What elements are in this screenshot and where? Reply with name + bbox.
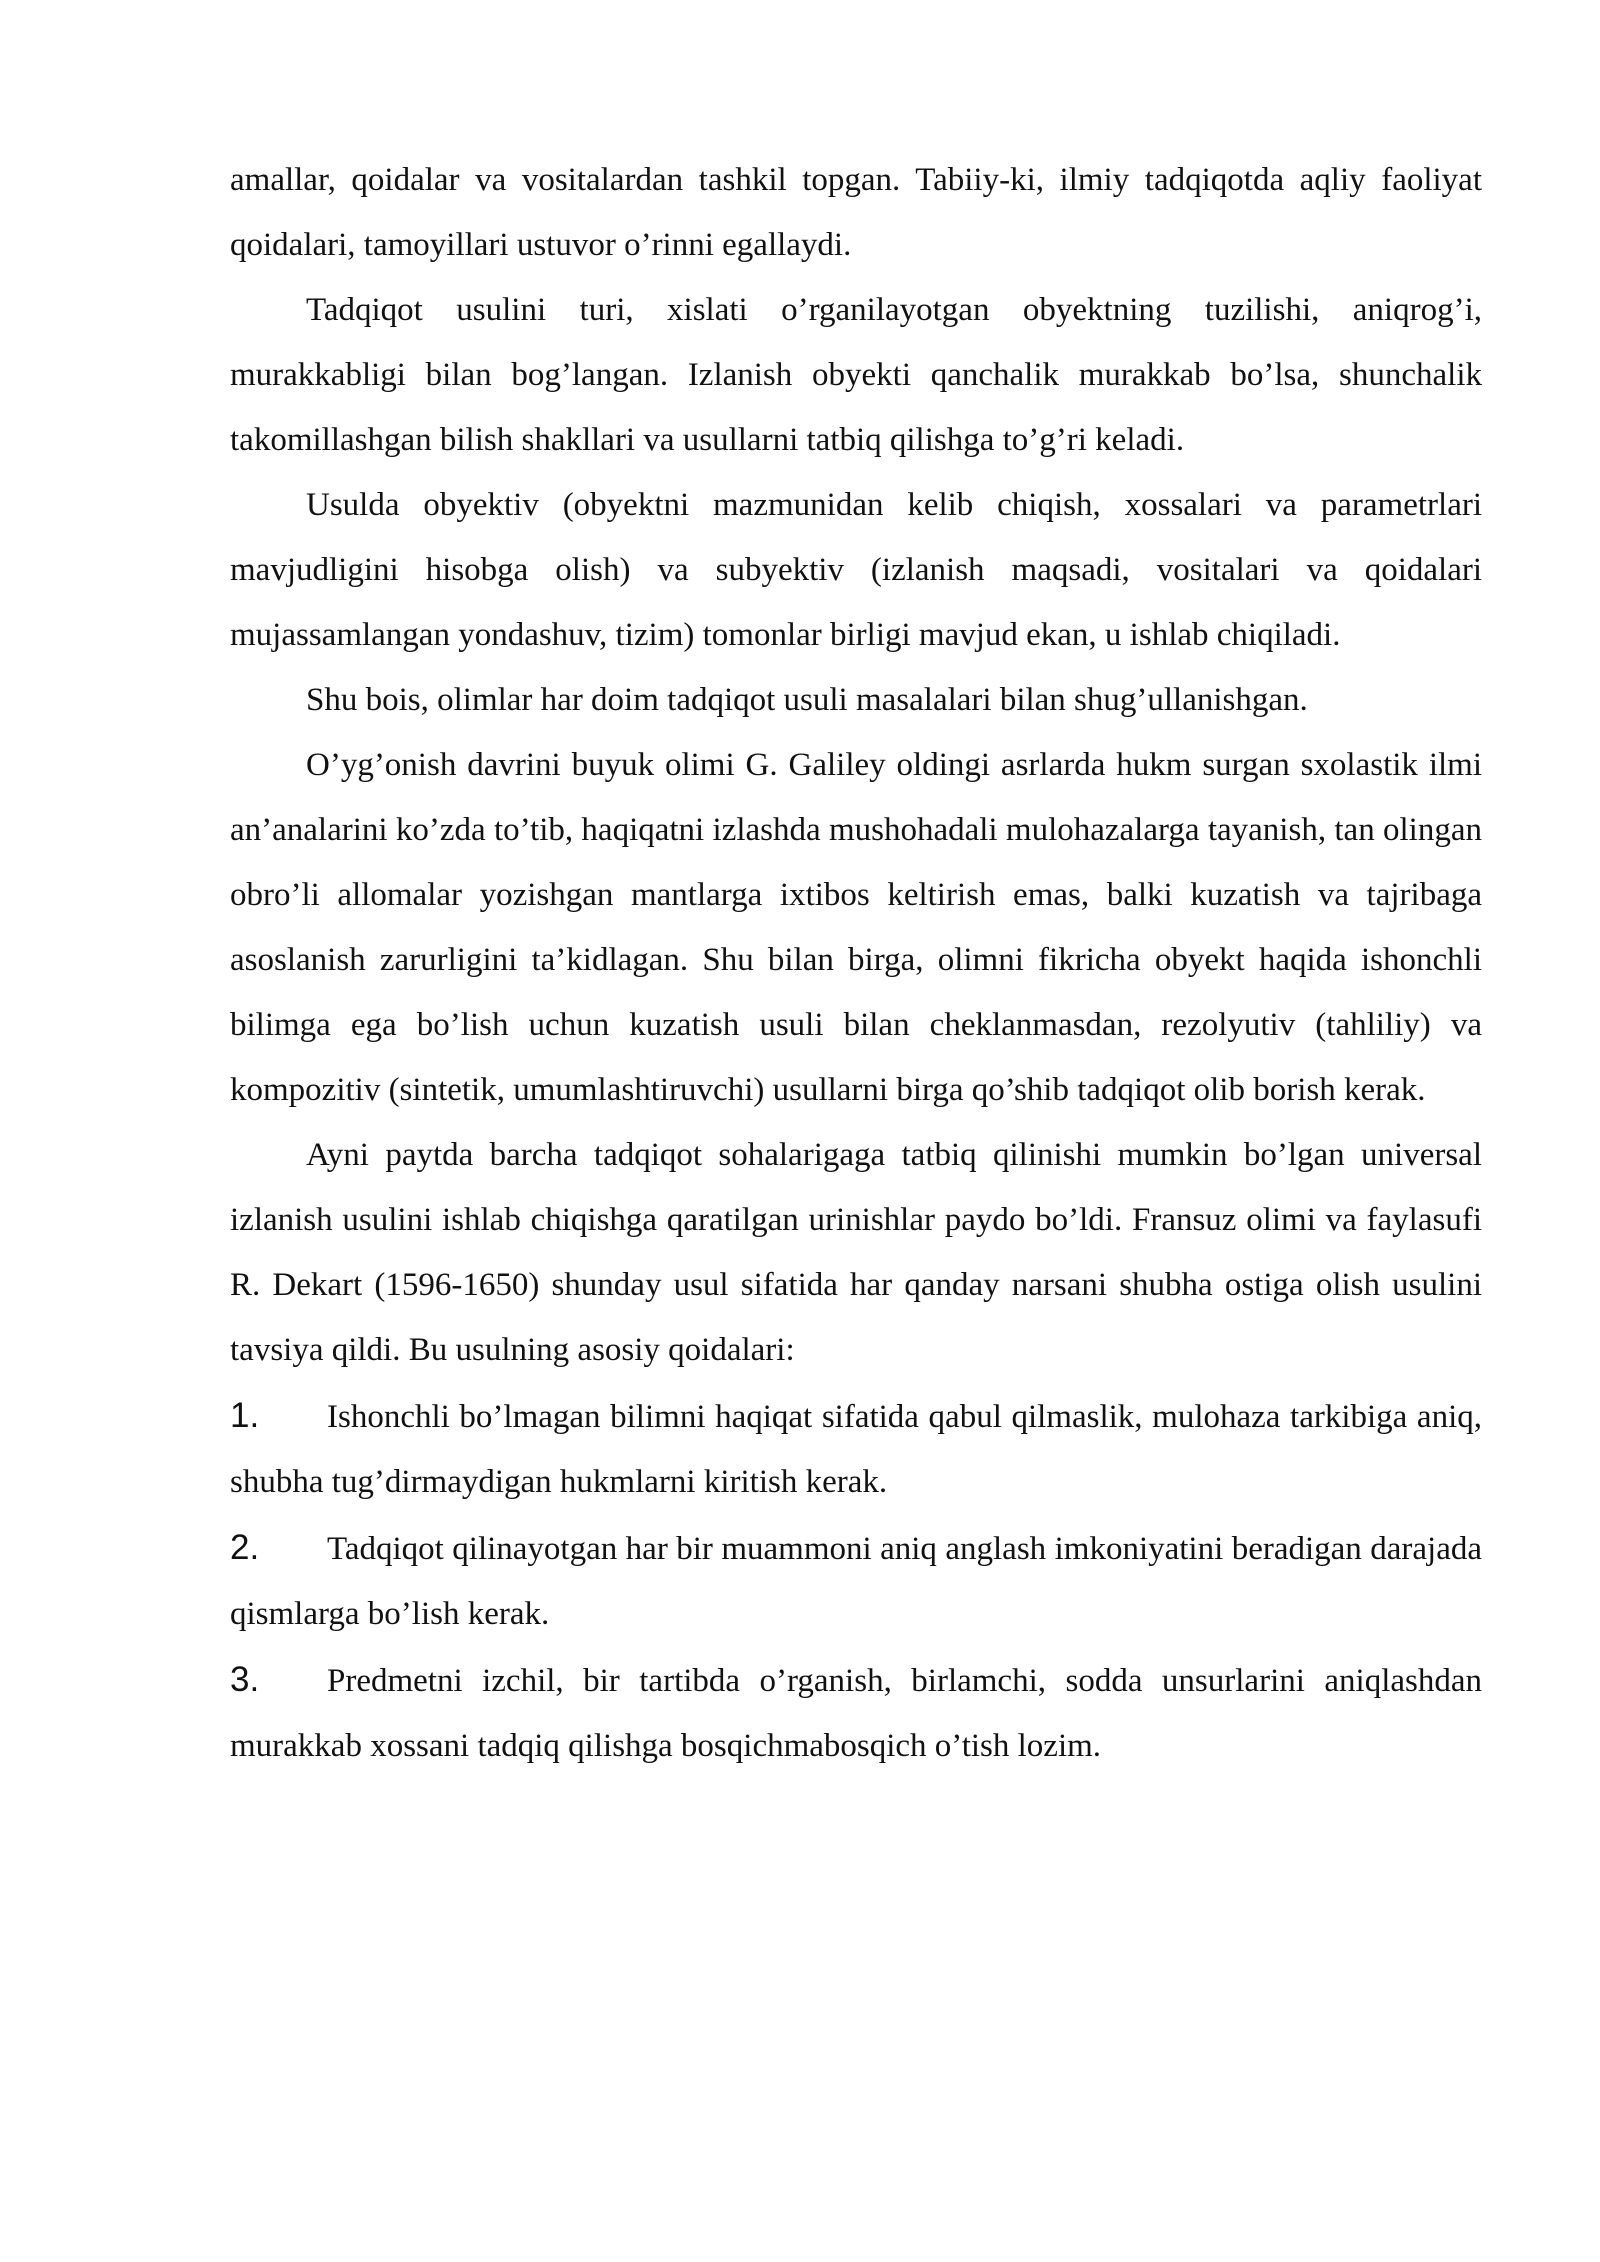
list-item-text: Ishonchli bo’lmagan bilimni haqiqat sifatida qabul qilmaslik, mulohaza tarkibiga aniq, shubha tug’dirmaydigan hukmlarni kiritish kerak. xyxy=(230,1399,1482,1500)
paragraph: Shu bois, olimlar har doim tadqiqot usuli masalalari bilan shug’ullanishgan. xyxy=(306,682,1308,718)
paragraph: Usulda obyektiv (obyektni mazmunidan kelib chiqish, xossalari va parametrlari mavjudligini hisobga olish) va subyektiv (izlanish maqsadi, vositalari va qoidalari mujassamlangan yondashuv, tizim) tomonlar birligi mavjud ekan, u ishlab chiqiladi. xyxy=(230,487,1482,653)
list-item-number: 3. xyxy=(230,1660,260,1699)
list-item xyxy=(230,1647,1482,1779)
list-item xyxy=(230,1515,1482,1647)
list-item-number: 1. xyxy=(230,1396,260,1435)
list-item-text: Tadqiqot qilinayotgan har bir muammoni aniq anglash imkoniyatini beradigan darajada qismlarga bo’lish kerak. xyxy=(230,1531,1482,1632)
list-item-number: 2. xyxy=(230,1528,260,1567)
paragraph: Ayni paytda barcha tadqiqot sohalarigaga tatbiq qilinishi mumkin bo’lgan universal izlanish usulini ishlab chiqishga qaratilgan urinishlar paydo bo’ldi. Fransuz olimi va faylasufi R. Dekart (1596-1650) shunday usul sifatida har qanday narsani shubha ostiga olish usulini tavsiya qildi. Bu usulning asosiy qoidalari: xyxy=(230,1137,1482,1368)
list-item xyxy=(230,1383,1482,1515)
paragraph: O’yg’onish davrini buyuk olimi G. Galiley oldingi asrlarda hukm surgan sxolastik ilmi an’analarini ko’zda to’tib, haqiqatni izlashda mushohadali mulohazalarga tayanish, tan olingan obro’li allomalar yozishgan mantlarga ixtibos keltirish emas, balki kuzatish va tajribaga asoslanish zarurligini ta’kidlagan. Shu bilan birga, olimni fikricha obyekt haqida ishonchli bilimga ega bo’lish uchun kuzatish usuli bilan cheklanmasdan, rezolyutiv (tahliliy) va kompozitiv (sintetik, umumlashtiruvchi) usullarni birga qo’shib tadqiqot olib borish kerak. xyxy=(230,747,1482,1108)
paragraph: Tadqiqot usulini turi, xislati o’rganilayotgan obyektning tuzilishi, aniqrog’i, murakkabligi bilan bog’langan. Izlanish obyekti qanchalik murakkab bo’lsa, shunchalik takomillashgan bilish shakllari va usullarni tatbiq qilishga to’g’ri keladi. xyxy=(230,292,1482,458)
document-page xyxy=(230,148,1482,1779)
paragraph-continuation: amallar, qoidalar va vositalardan tashkil topgan. Tabiiy-ki, ilmiy tadqiqotda aqliy faoliyat qoidalari, tamoyillari ustuvor o’rinni egallaydi. xyxy=(230,162,1482,263)
list-item-text: Predmetni izchil, bir tartibda o’rganish, birlamchi, sodda unsurlarini aniqlashdan murakkab xossani tadqiq qilishga bosqichmabosqich o’tish lozim. xyxy=(230,1663,1482,1764)
